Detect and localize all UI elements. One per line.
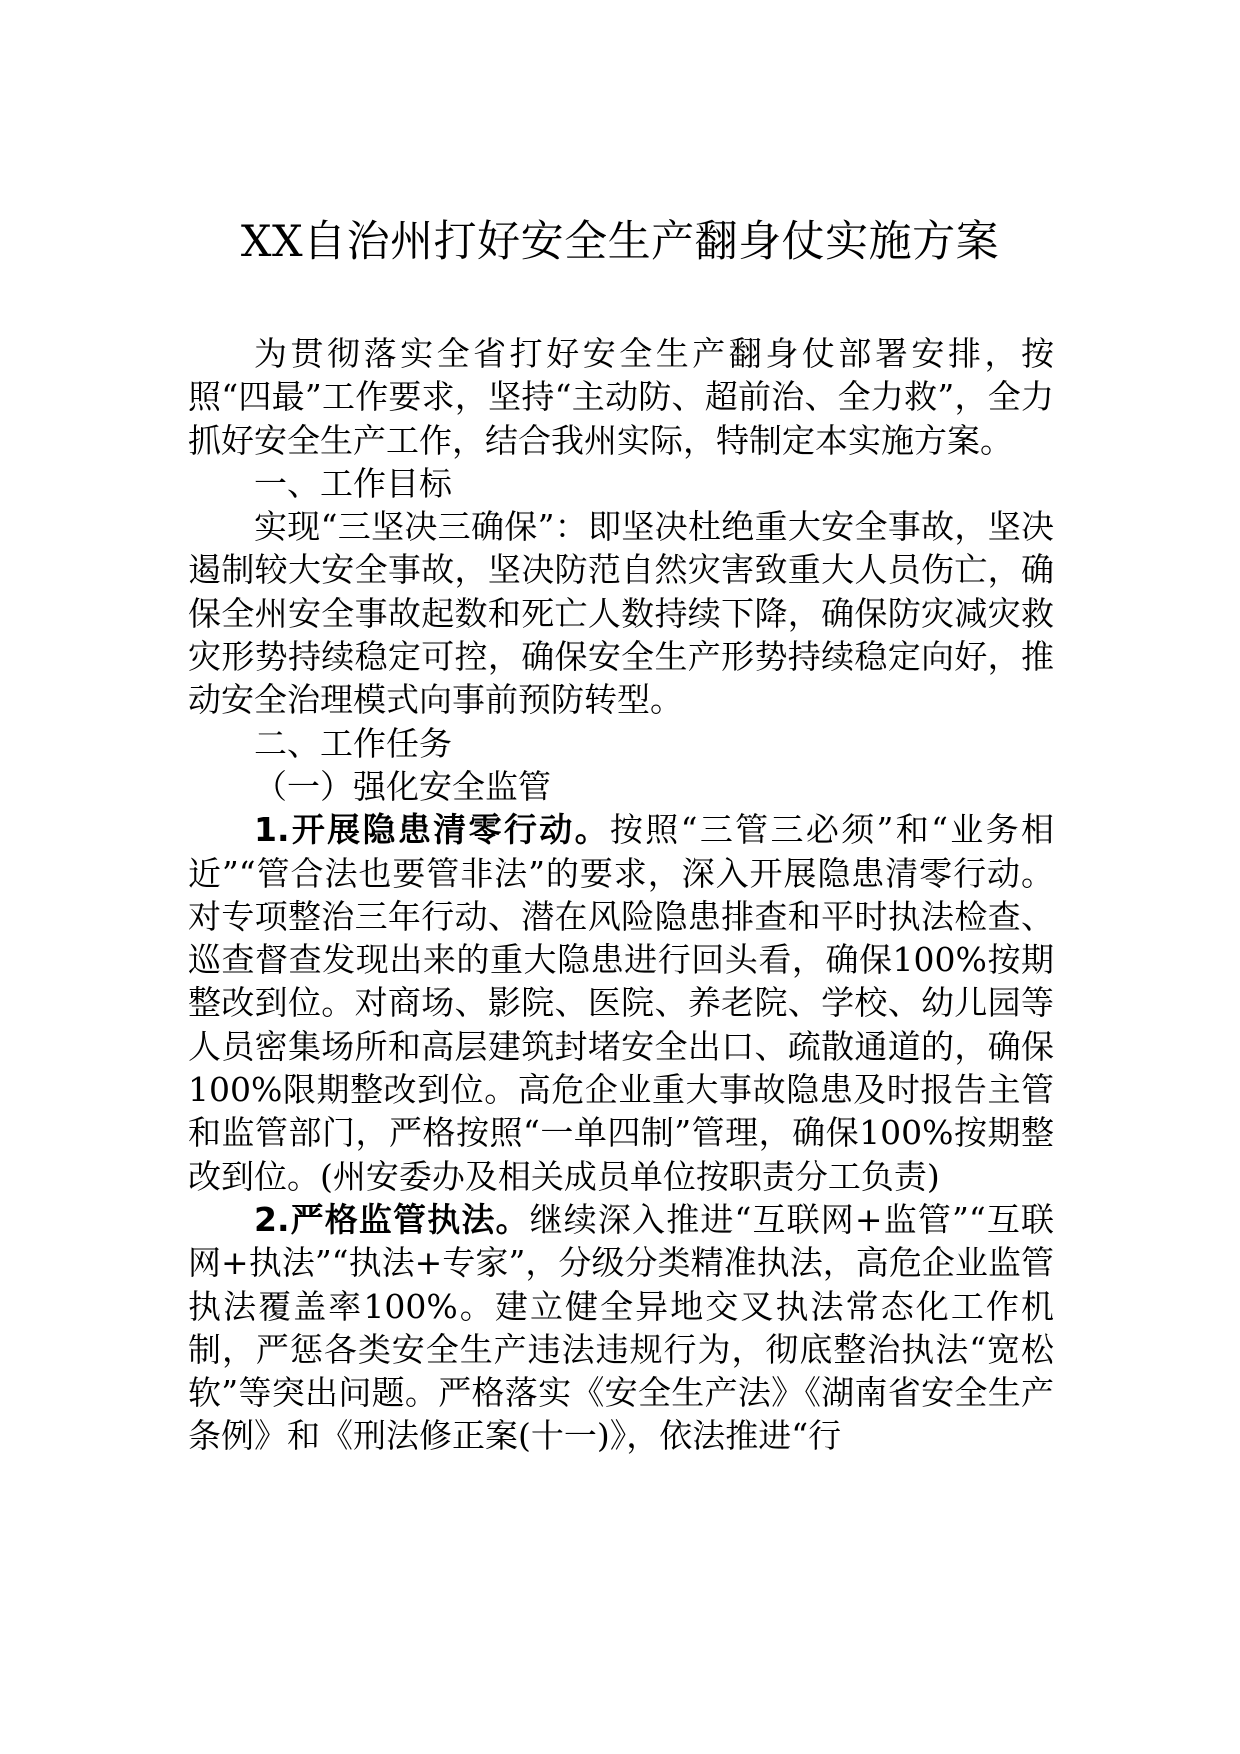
subsection-heading-supervision: （一）强化安全监管 [254,766,551,806]
task-paragraph-2 [188,1198,1054,1458]
document-title: XX自治州打好安全生产翻身仗实施方案 [240,217,1000,267]
document-body [188,332,1054,1458]
section-heading-tasks: 二、工作任务 [254,723,452,763]
task-1-text: 按照“三管三必须”和“业务相近”“管合法也要管非法”的要求，深入开展隐患清零行动。对专项整治三年行动、潜在风险隐患排查和平时执法检查、巡查督查发现出来的重大隐患进行回头看，确保100%按期整改到位。对商场、影院、医院、养老院、学校、幼儿园等人员密集场所和高层建筑封堵安全出口、疏散通道的，确保100%限期整改到位。高危企业重大事故隐患及时报告主管和监管部门，严格按照“一单四制”管理，确保100%按期整改到位。(州安委办及相关成员单位按职责分工负责) [188,810,1054,1196]
goals-paragraph: 实现“三坚决三确保”：即坚决杜绝重大安全事故，坚决遏制较大安全事故，坚决防范自然灾害致重大人员伤亡，确保全州安全事故起数和死亡人数持续下降，确保防灾减灾救灾形势持续稳定可控，确保安全生产形势持续稳定向好，推动安全治理模式向事前预防转型。 [188,507,1054,720]
task-2-lead-in: 2.严格监管执法。 [254,1199,530,1239]
intro-paragraph: 为贯彻落实全省打好安全生产翻身仗部署安排，按照“四最”工作要求，坚持“主动防、超前治、全力救”，全力抓好安全生产工作，结合我州实际，特制定本实施方案。 [188,334,1054,460]
task-1-lead-in: 1.开展隐患清零行动。 [254,810,610,850]
task-2-text: 继续深入推进“互联网+监管”“互联网+执法”“执法+专家”，分级分类精准执法，高危企业监管执法覆盖率100%。建立健全异地交叉执法常态化工作机制，严惩各类安全生产违法违规行为，彻底整治执法“宽松软”等突出问题。严格落实《安全生产法》《湖南省安全生产条例》和《刑法修正案(十一)》，依法推进“行 [188,1199,1054,1456]
task-paragraph-1 [188,808,1054,1198]
section-heading-goals: 一、工作目标 [254,463,452,503]
